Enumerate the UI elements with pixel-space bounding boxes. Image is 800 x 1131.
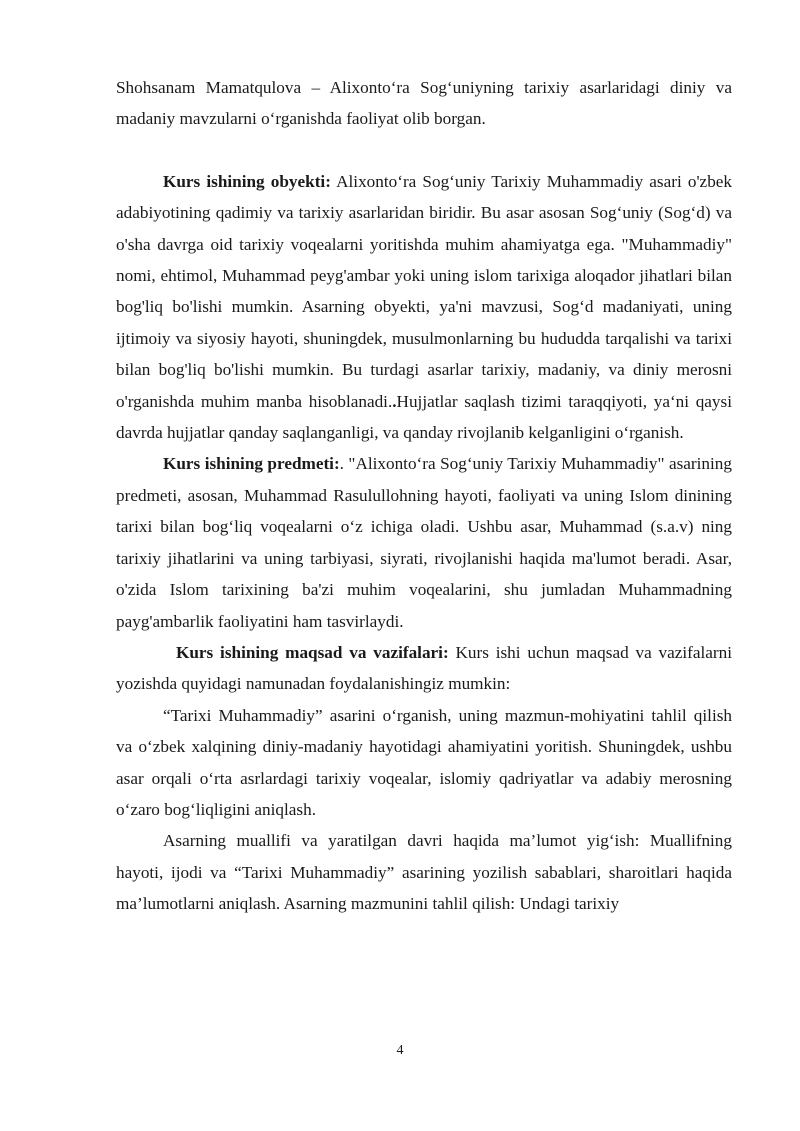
document-page [116, 72, 732, 920]
author-text: Asarning muallifi va yaratilgan davri haqida ma’lumot yig‘ish: Muallifning hayoti, ijodi va “Tarixi Muhammadiy” asarining yozilish sabablari, sharoitlari haqida ma’lumotlarni aniqlash. Asarning mazmunini tahlil qilish: Undagi tarixiy [116, 831, 732, 914]
intro-text: Shohsanam Mamatqulova – Alixonto‘ra Sog‘uniyning tarixiy asarlaridagi diniy va madaniy mavzularni o‘rganishda faoliyat olib borgan. [116, 78, 732, 129]
intro-paragraph [116, 72, 732, 135]
goals-heading: Kurs ishining maqsad va vazifalari: [176, 642, 449, 662]
tarixi-text: “Tarixi Muhammadiy” asarini o‘rganish, uning mazmun-mohiyatini tahlil qilish va o‘zbek xalqining diniy-madaniy hayotidagi ahamiyatini yoritish. Shuningdek, ushbu asar orqali o‘rta asrlardagi tarixiy voqealar, islomiy qadriyatlar va adabiy merosning o‘zaro bog‘liqligini aniqlash. [116, 705, 732, 819]
subject-text: . "Alixonto‘ra Sog‘uniy Tarixiy Muhammadiy" asarining predmeti, asosan, Muhammad Rasulullohning hayoti, faoliyati va uning Islom dinining tarixi bilan bog‘liq voqealarni o‘z ichiga oladi. Ushbu asar, Muhammad (s.a.v) ning tarixiy jihatlarini va uning tarbiyasi, siyrati, rivojlanishi haqida ma'lumot beradi. Asar, o'zida Islom tarixining ba'zi muhim voqealarini, shu jumladan Muhammadning payg'ambarlik faoliyatini ham tasvirlaydi. [116, 454, 732, 631]
tarixi-paragraph [116, 700, 732, 826]
subject-paragraph [116, 448, 732, 636]
page-number: 4 [396, 1043, 404, 1058]
goals-paragraph [116, 637, 732, 700]
object-text-after: Hujjatlar saqlash tizimi taraqqiyoti, ya‘ni qaysi davrda hujjatlar qanday saqlanganligi, va qanday rivojlanib kelganligini o‘rganish. [116, 391, 732, 443]
object-text: Alixonto‘ra Sog‘uniy Tarixiy Muhammadiy asari o'zbek adabiyotining qadimiy va tarixiy asarlaridan biridir. Bu asar asosan Sog‘uniy (Sog‘d) va o'sha davrga oid tarixiy voqealarni yoritishda muhim ahamiyatga ega. "Muhammadiy" nomi, ehtimol, Muhammad peyg'ambar yoki uning islom tarixiga aloqador jihatlari bilan bog'liq bo'lishi mumkin. Asarning obyekti, ya'ni mavzusi, Sog‘d madaniyati, uning ijtimoiy va siyosiy hayoti, shuningdek, musulmonlarning bu hududda tarqalishi va tarixi bilan bog'liq bo'lishi mumkin. Bu turdagi asarlar tarixiy, madaniy, va diniy merosni o'rganishda muhim manba hisoblanadi. [116, 171, 733, 411]
object-bold-mark: . [392, 391, 397, 411]
goals-text: Kurs ishi uchun maqsad va vazifalarni yozishda quyidagi namunadan foydalanishingiz mumkin: [116, 642, 732, 694]
object-paragraph [116, 166, 732, 449]
subject-heading: Kurs ishining predmeti: [163, 454, 340, 474]
object-heading: Kurs ishining obyekti: [163, 171, 331, 191]
author-paragraph [116, 825, 732, 919]
